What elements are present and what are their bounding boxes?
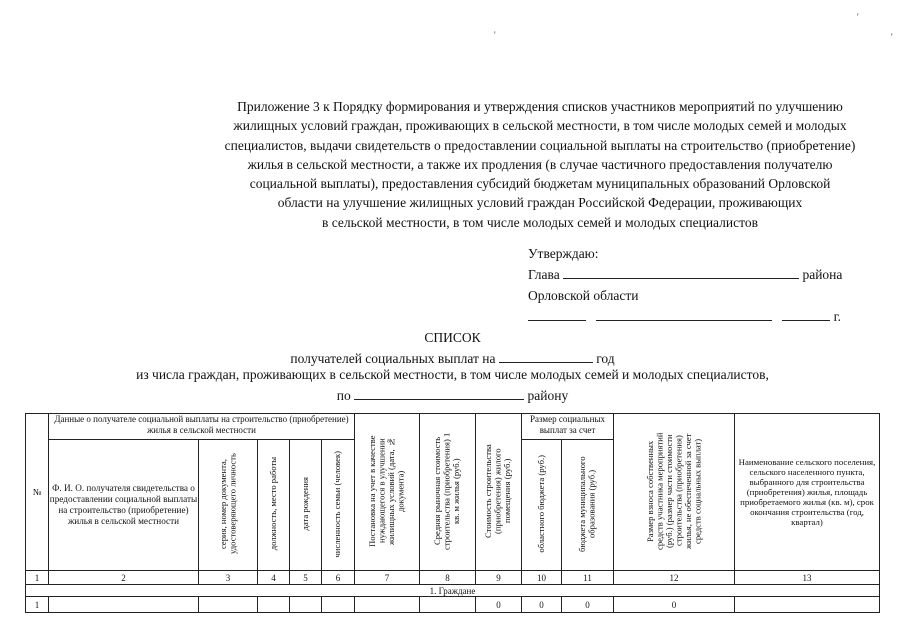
district-label: района [802, 267, 843, 282]
col-header-job: должность, место работы [258, 440, 290, 571]
subtitle-population: из числа граждан, проживающих в сельской местности, в том числе молодых семей и молодых специалистов, [136, 367, 769, 382]
name-blank [596, 306, 772, 321]
subtitle-district: по району [0, 385, 905, 404]
heading-line: специалистов, выдачи свидетельств о предоставлении социальной выплаты на строительство (приобретение) [224, 137, 856, 153]
district-blank [563, 264, 799, 279]
approve-label: Утверждаю: [528, 246, 599, 261]
col-header-settlement: Наименование сельского поселения, сельского населенного пункта, выбранного для строительства (приобретения) жилья, площадь приобретаемого жилья (кв. м), срок окончания строительства (год, квартал) [735, 414, 880, 571]
col-header-cost: Стоимость строительства (приобретения) жилого помещения (руб.) [476, 414, 522, 571]
col-header-own: Размер взноса собственных средств участника мероприятий (руб.) (размер части стоимости строительства (приобретения) жилья, не обеспеченной за счет средств социальных выплат) [614, 414, 735, 571]
section-row [26, 585, 880, 597]
date-blank [782, 306, 830, 321]
col-header-family: численность семьи (человек) [322, 440, 355, 571]
col-header-birth: дата рождения [290, 440, 322, 571]
heading-line: жилищных условий граждан, проживающих в сельской местности, в том числе молодых семей и молодых [233, 118, 847, 134]
heading-line: области на улучшение жилищных условий граждан Российской Федерации, проживающих [277, 195, 803, 211]
col-header-avgcost: Средняя рыночная стоимость строительства (приобретения) 1 кв. м жилья (руб.) [420, 414, 476, 571]
district-name-blank [354, 385, 524, 400]
table-row: 1 0 0 0 0 [26, 597, 880, 613]
subtitle-year: получателей социальных выплат на год [0, 348, 905, 367]
list-title: СПИСОК [424, 330, 481, 345]
appendix-heading [190, 97, 890, 232]
heading-line: Приложение 3 к Порядку формирования и утверждения списков участников мероприятий по улучшению [237, 99, 843, 114]
scan-mark: ' [857, 12, 859, 22]
group-header-recipient: Данные о получателе социальной выплаты на строительство (приобретение) жилья в сельской местности [49, 414, 355, 440]
col-header-no: № [26, 414, 49, 571]
group-header-payment: Размер социальных выплат за счет [522, 414, 614, 440]
col-header-fio: Ф. И. О. получателя свидетельства о предоставлении социальной выплаты на строительство (приобретение) жилья в сельской местности [49, 440, 199, 571]
col-header-regional: областного бюджета (руб.) [522, 440, 562, 571]
scan-mark: ' [494, 30, 496, 40]
col-header-queue: Постановка на учет в качестве нуждающегося в улучшении жилищных условий (дата, № документа) [355, 414, 420, 571]
head-label: Глава [528, 267, 560, 282]
year-suffix: г. [833, 309, 842, 324]
recipients-table [25, 413, 880, 613]
approval-block [528, 243, 842, 327]
col-header-doc: серия, номер документа, удостоверяющего личность [199, 440, 258, 571]
col-header-municipal: бюджета муниципального образования (руб.) [562, 440, 614, 571]
column-numbers-row: 1 2 3 4 5 6 7 8 9 10 11 12 13 [26, 571, 880, 585]
heading-line: в сельской местности, в том числе молодых семей и молодых специалистов [322, 214, 758, 230]
signature-blank [528, 306, 586, 321]
heading-line: жилья в сельской местности, а также их продления (в случае частичного предоставления получателю [247, 156, 833, 172]
section-label: 1. Граждане [26, 585, 880, 597]
scan-mark: ' [891, 32, 893, 42]
oblast-label: Орловской области [528, 288, 639, 303]
year-blank [499, 348, 593, 363]
heading-line: социальной выплаты), предоставления субсидий бюджетам муниципальных образований Орловской [249, 176, 831, 192]
